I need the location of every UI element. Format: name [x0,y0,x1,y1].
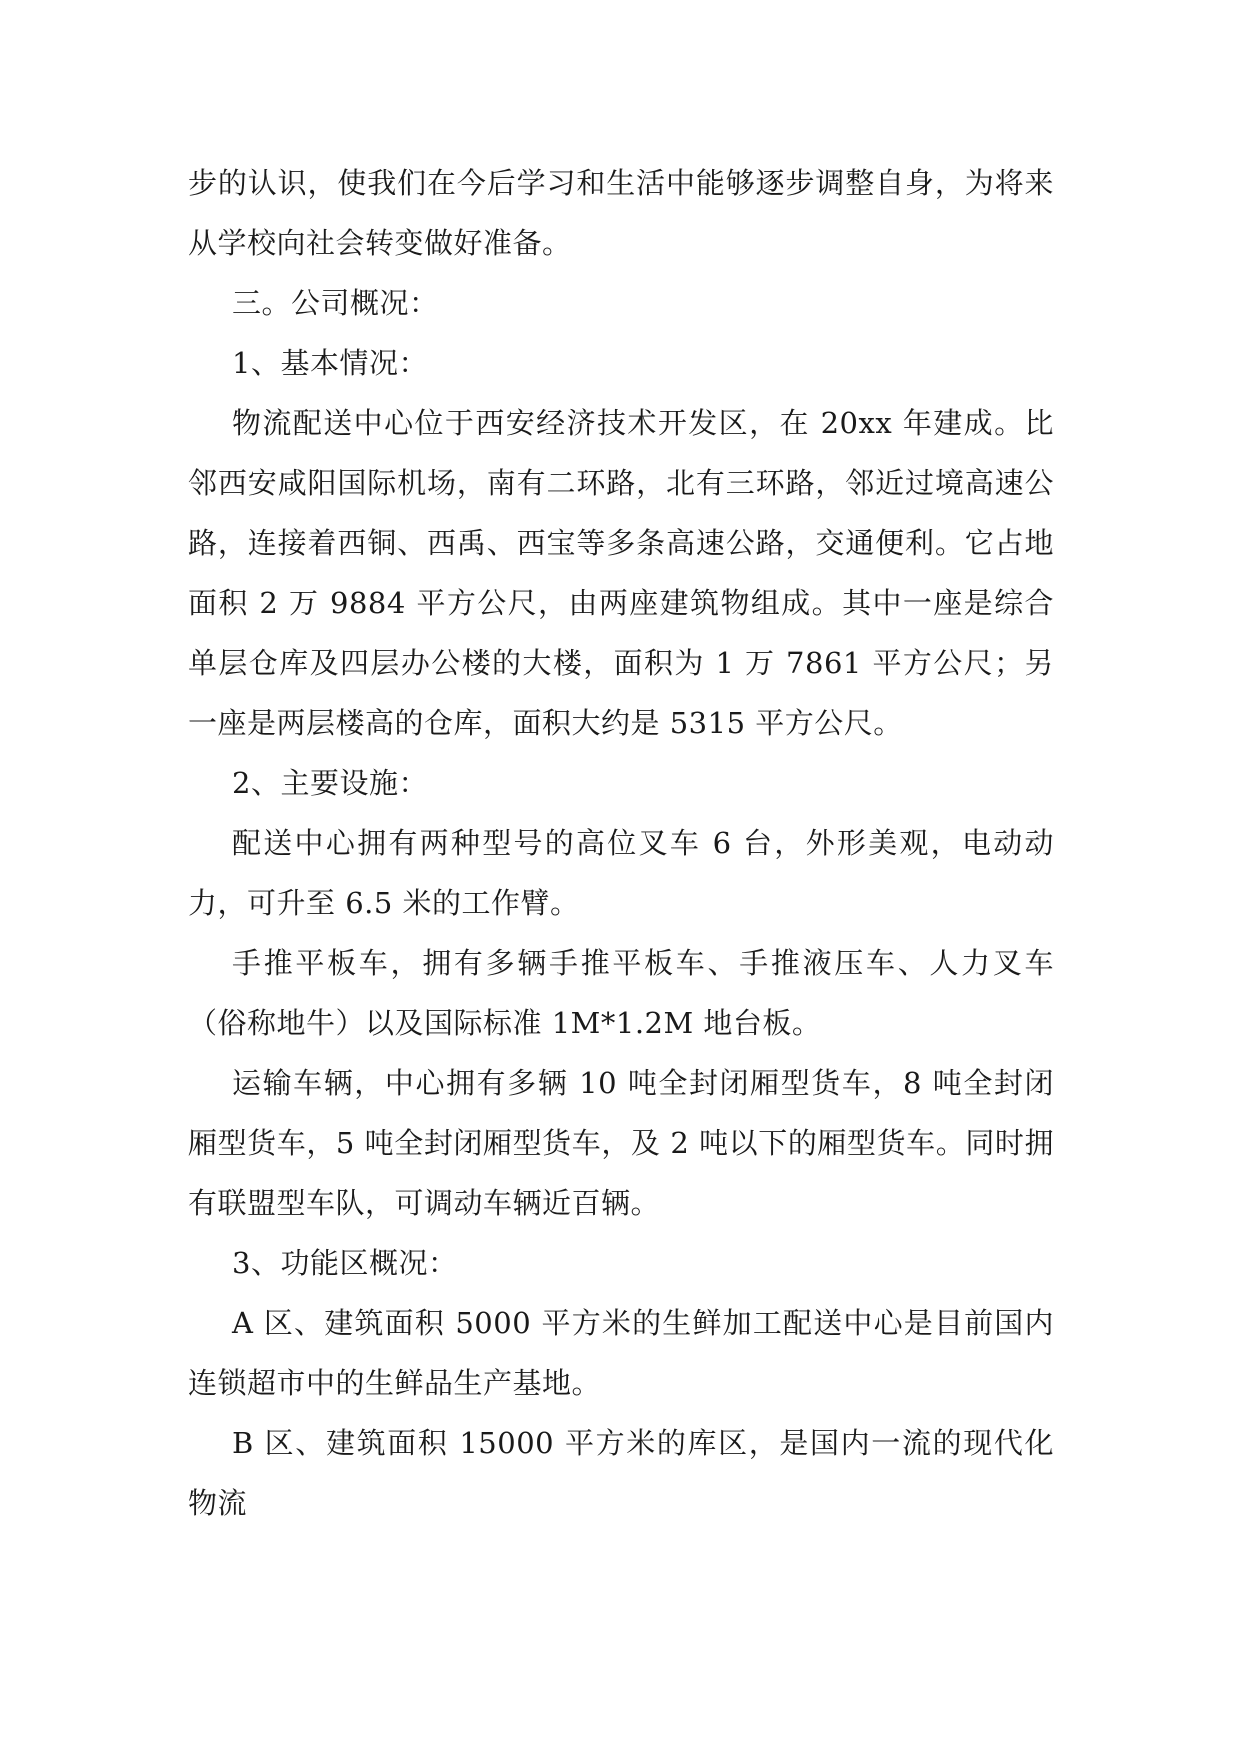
heading-basic-info: 1、基本情况： [232,346,428,380]
paragraph-area-a: A 区、建筑面积 5000 平方米的生鲜加工配送中心是目前国内连锁超市中的生鲜品生产基地。 [188,1306,1054,1400]
paragraph-continuation: 步的认识，使我们在今后学习和生活中能够逐步调整自身，为将来从学校向社会转变做好准备。 [188,166,1054,260]
paragraph-basic-info: 物流配送中心位于西安经济技术开发区，在 20xx 年建成。比邻西安咸阳国际机场，南有二环路，北有三环路，邻近过境高速公路，连接着西铜、西禹、西宝等多条高速公路，交通便利。它占地面积 2 万 9884 平方公尺，由两座建筑物组成。其中一座是综合单层仓库及四层办公楼的大楼，面积为 1 万 7861 平方公尺；另一座是两层楼高的仓库，面积大约是 5315 平方公尺。 [188,406,1054,740]
paragraph-area-b: B 区、建筑面积 15000 平方米的库区，是国内一流的现代化物流 [188,1426,1054,1520]
heading-company-overview: 三。公司概况： [232,286,439,320]
paragraph-hand-carts: 手推平板车，拥有多辆手推平板车、手推液压车、人力叉车（俗称地牛）以及国际标准 1M*1.2M 地台板。 [188,946,1054,1040]
paragraph-forklifts: 配送中心拥有两种型号的高位叉车 6 台，外形美观，电动动力，可升至 6.5 米的工作臂。 [188,826,1054,920]
paragraph-vehicles: 运输车辆，中心拥有多辆 10 吨全封闭厢型货车，8 吨全封闭厢型货车，5 吨全封闭厢型货车，及 2 吨以下的厢型货车。同时拥有联盟型车队，可调动车辆近百辆。 [188,1066,1054,1220]
heading-main-facilities: 2、主要设施： [232,766,428,800]
document-body [188,153,1054,1533]
heading-functional-areas: 3、功能区概况： [232,1246,458,1280]
